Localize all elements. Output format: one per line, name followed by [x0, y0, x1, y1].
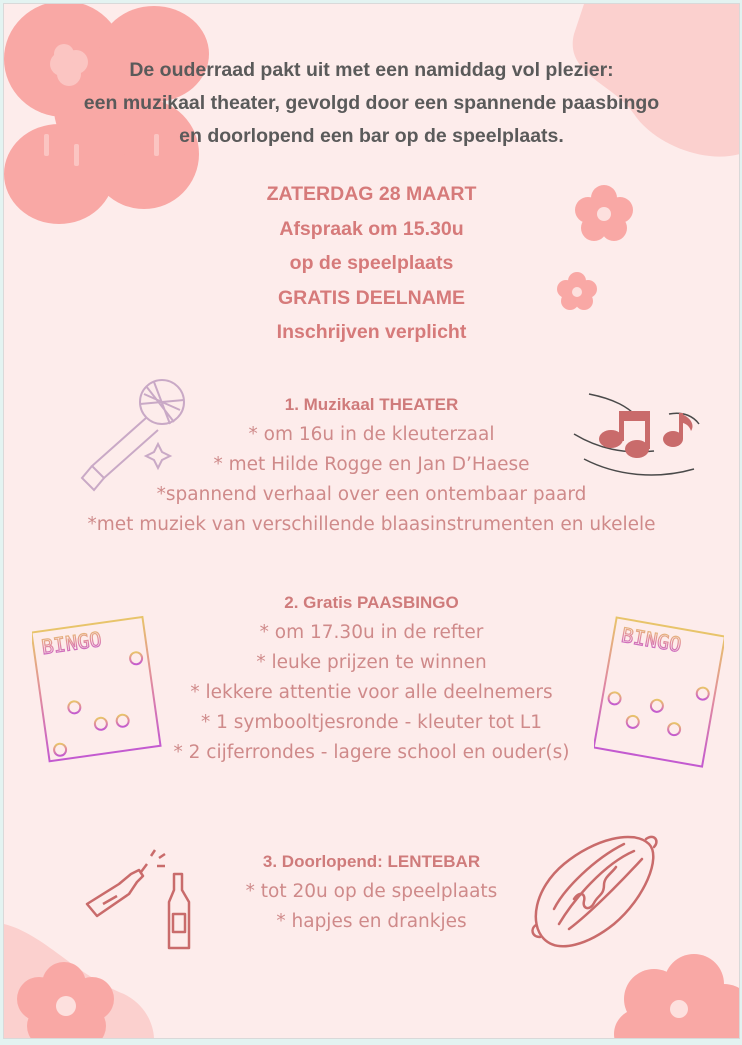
intro-line: De ouderraad pakt uit met een namiddag vol plezier: [129, 59, 614, 81]
event-price: GRATIS DEELNAME [277, 286, 466, 309]
section-line: * tot 20u op de speelplaats [245, 881, 498, 902]
event-location: op de speelplaats [289, 252, 454, 274]
section-line: * om 16u in de kleuterzaal [248, 424, 495, 445]
event-date: ZATERDAG 28 MAART [266, 183, 477, 205]
section-line: * om 17.30u in de refter [259, 622, 484, 643]
section-line: *spannend verhaal over een ontembaar paard [156, 484, 587, 505]
bingo-label: BINGO [39, 627, 103, 660]
section-line: * 2 cijferrondes - lagere school en ouder(s) [173, 742, 570, 763]
bingo-card-left-icon [32, 614, 162, 764]
intro-line: en doorlopend een bar op de speelplaats. [179, 125, 564, 147]
music-notes-icon [569, 389, 704, 484]
section-line: * hapjes en drankjes [276, 911, 467, 932]
bottles-icon [79, 844, 209, 954]
intro-text [4, 54, 739, 153]
bingo-label: BINGO [619, 622, 684, 657]
bingo-card-right-icon [594, 616, 724, 771]
section-line: *met muziek van verschillende blaasinstrumenten en ukelele [87, 514, 656, 535]
hotdog-icon [524, 829, 664, 959]
flyer-page [3, 3, 740, 1039]
section-line: * 1 symbooltjesronde - kleuter tot L1 [201, 712, 542, 733]
section-line: * met Hilde Rogge en Jan D’Haese [213, 454, 530, 475]
section-heading: 1. Muzikaal THEATER [284, 395, 459, 414]
event-info [4, 177, 739, 350]
microphone-icon [74, 374, 194, 499]
intro-line: een muzikaal theater, gevolgd door een spannende paasbingo [83, 92, 660, 114]
section-line: * lekkere attentie voor alle deelnemers [190, 682, 553, 703]
section-heading: 3. Doorlopend: LENTEBAR [262, 852, 481, 871]
section-line: * leuke prijzen te winnen [256, 652, 487, 673]
section-heading: 2. Gratis PAASBINGO [284, 593, 459, 612]
event-time: Afspraak om 15.30u [279, 217, 464, 240]
event-registration: Inschrijven verplicht [276, 321, 467, 343]
